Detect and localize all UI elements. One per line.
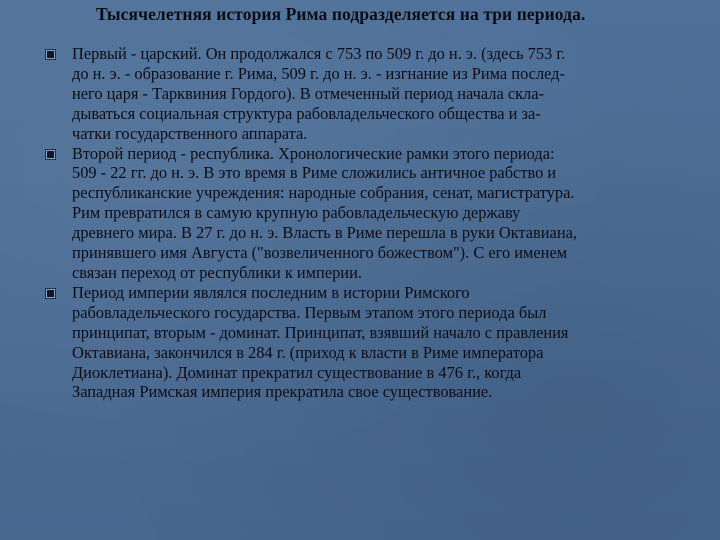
square-bullet-icon	[46, 150, 55, 159]
bullet-line: до н. э. - образование г. Рима, 509 г. до н. э. - изгнание из Рима послед-	[72, 63, 565, 83]
bullet-line: Период империи являлся последним в истории Римского	[72, 282, 470, 302]
bullet-line: Октавиана, закончился в 284 г. (приход к власти в Риме императора	[72, 342, 544, 362]
bullet-list	[46, 44, 706, 402]
square-bullet-icon	[46, 50, 55, 59]
bullet-line: Диоклетиана). Доминат прекратил существование в 476 г., когда	[72, 362, 522, 382]
bullet-line: рабовладельческого государства. Первым этапом этого периода был	[72, 302, 547, 322]
bullet-line: принципат, вторым - доминат. Принципат, взявший начало с правления	[72, 322, 569, 342]
bullet-line: принявшего имя Августа ("возвеличенного божеством"). С его именем	[72, 243, 568, 263]
bullet-item-royal-period	[46, 44, 706, 144]
bullet-line: дываться социальная структура рабовладельческого общества и за-	[72, 103, 541, 123]
bullet-line: него царя - Тарквиния Гордого). В отмеченный период начала скла-	[72, 83, 545, 103]
bullet-line: древнего мира. В 27 г. до н. э. Власть в Риме перешла в руки Октавиана,	[72, 223, 577, 243]
bullet-line: Рим превратился в самую крупную рабовладельческую державу	[72, 203, 521, 223]
bullet-item-empire-period	[46, 283, 706, 402]
bullet-item-republic-period	[46, 144, 706, 283]
bullet-line: связан переход от республики к империи.	[72, 262, 362, 282]
bullet-line: республиканские учреждения: народные собрания, сенат, магистратура.	[72, 183, 575, 203]
bullet-line: Западная Римская империя прекратила свое существование.	[72, 382, 493, 402]
bullet-line: чатки государственного аппарата.	[72, 123, 308, 143]
bullet-line: Второй период - республика. Хронологические рамки этого периода:	[72, 143, 555, 163]
slide-title: Тысячелетняя история Рима подразделяется на три периода.	[96, 4, 586, 24]
bullet-line: Первый - царский. Он продолжался с 753 по 509 г. до н. э. (здесь 753 г.	[72, 44, 566, 63]
bullet-line: 509 - 22 гг. до н. э. В это время в Риме сложились античное рабство и	[72, 163, 557, 183]
square-bullet-icon	[46, 289, 55, 298]
